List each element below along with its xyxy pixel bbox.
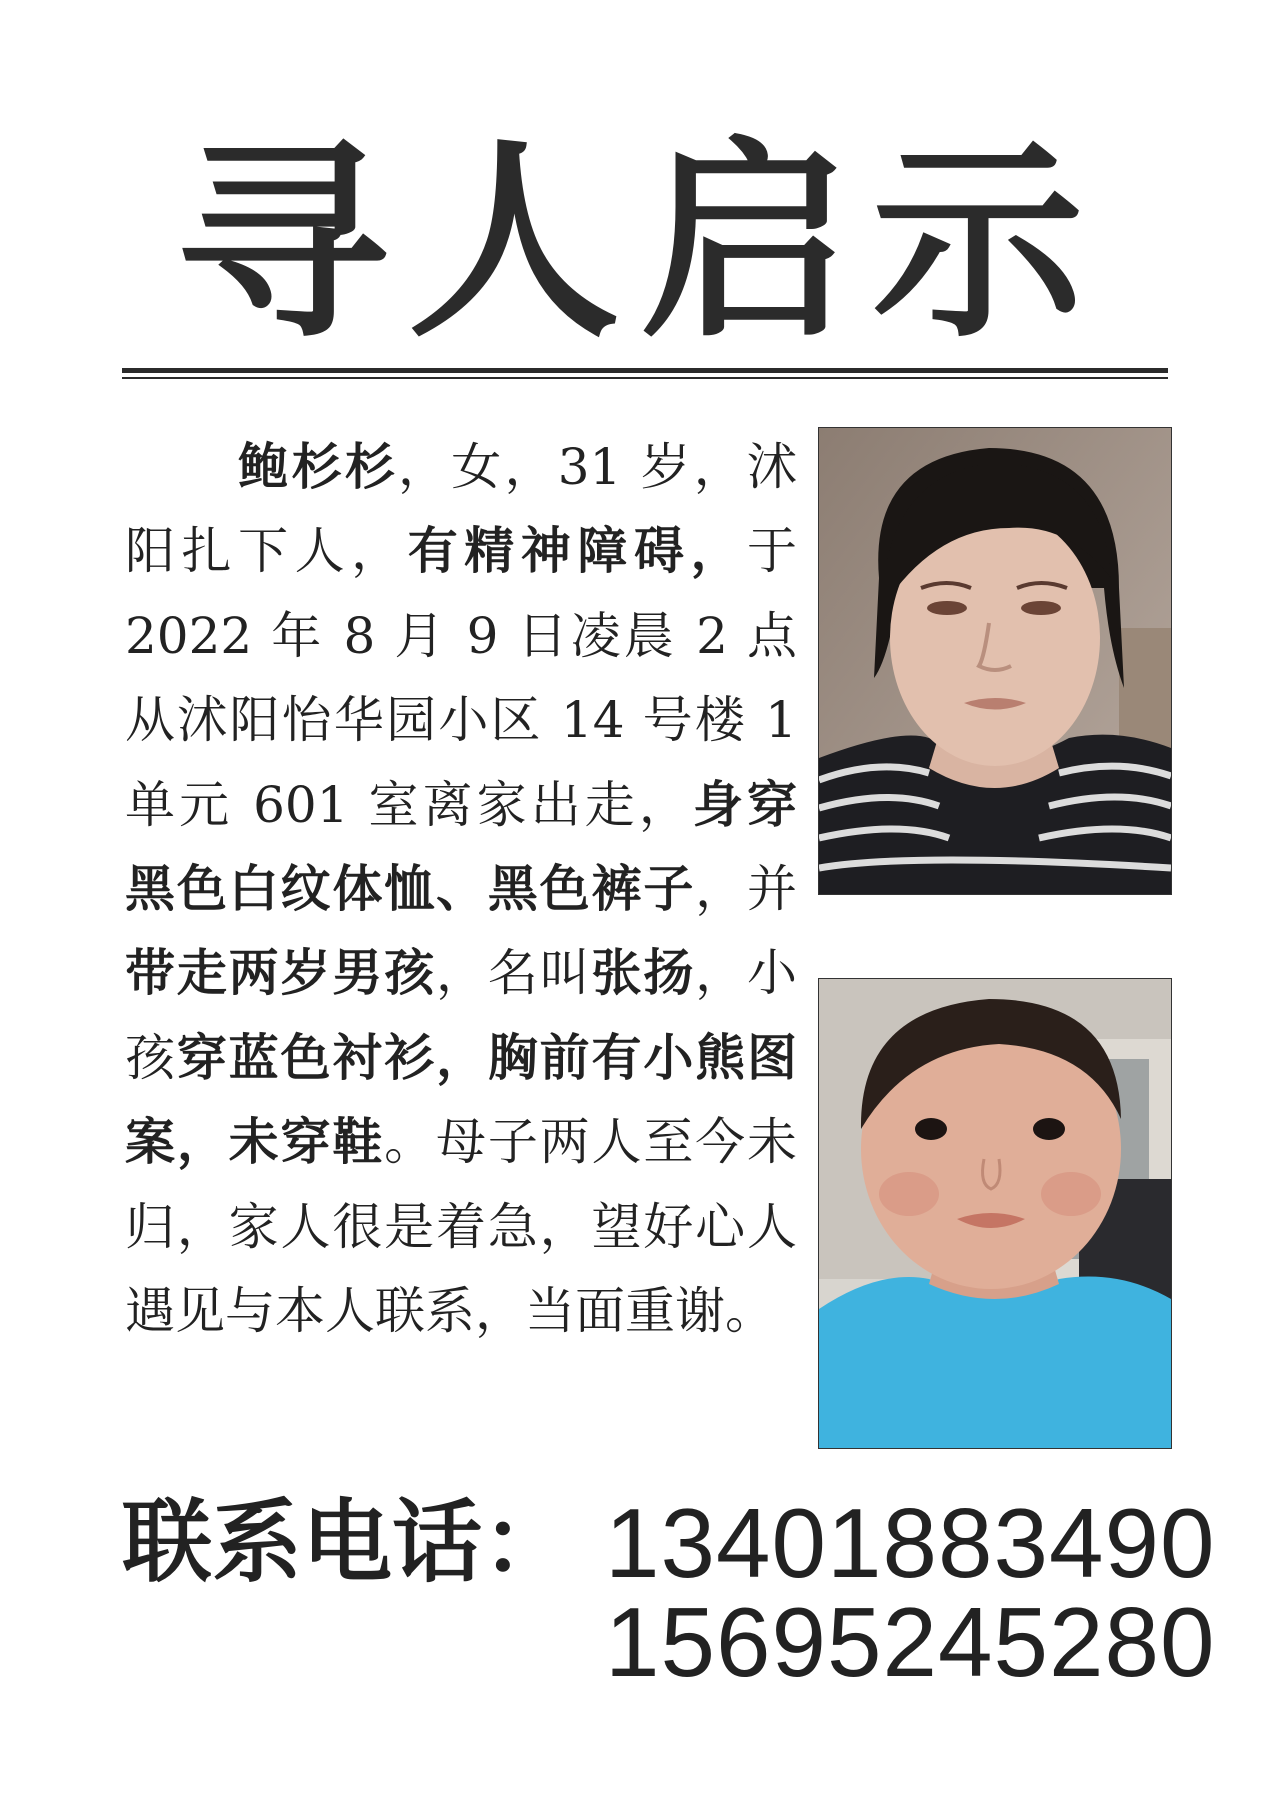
- body-text-segment: 于 2022 年 8 月 9 日凌晨 2 点从沭阳怡华园小区 14 号楼 1 单元 601 室离家出走，: [125, 522, 798, 834]
- condition-note: 有精神障碍，: [407, 522, 748, 581]
- child-name: 张扬: [591, 944, 696, 1003]
- photo-missing-woman: [818, 427, 1172, 895]
- contact-phone-number: 13401883490: [605, 1488, 1216, 1598]
- body-text-segment: ，并: [695, 860, 798, 919]
- missing-person-name: 鲍杉杉: [235, 438, 398, 496]
- child-clothing-description: 穿蓝色衬衫，胸前有小熊图案，未穿鞋: [125, 1028, 798, 1172]
- body-text-segment: ，小孩: [125, 944, 798, 1087]
- title-divider-thin: [122, 377, 1168, 379]
- body-text-segment: ，女，31 岁，沭阳扎下人，: [125, 438, 797, 581]
- contact-phone-label: 联系电话：: [122, 1490, 572, 1595]
- photo-missing-child: [818, 978, 1172, 1449]
- title-divider-thick: [122, 368, 1168, 373]
- notice-body: [125, 425, 797, 1353]
- poster-title: 寻人启示: [176, 119, 1104, 366]
- contact-phone-number: 15695245280: [605, 1587, 1216, 1697]
- child-note: 带走两岁男孩: [125, 944, 436, 1003]
- clothing-description: 身穿黑色白纹体恤、黑色裤子: [125, 775, 797, 919]
- body-text-segment: 。母子两人至今未归，家人很是着急，望好心人遇见与本人联系，当面重谢。: [125, 1113, 798, 1341]
- body-text-segment: ，名叫: [436, 944, 592, 1003]
